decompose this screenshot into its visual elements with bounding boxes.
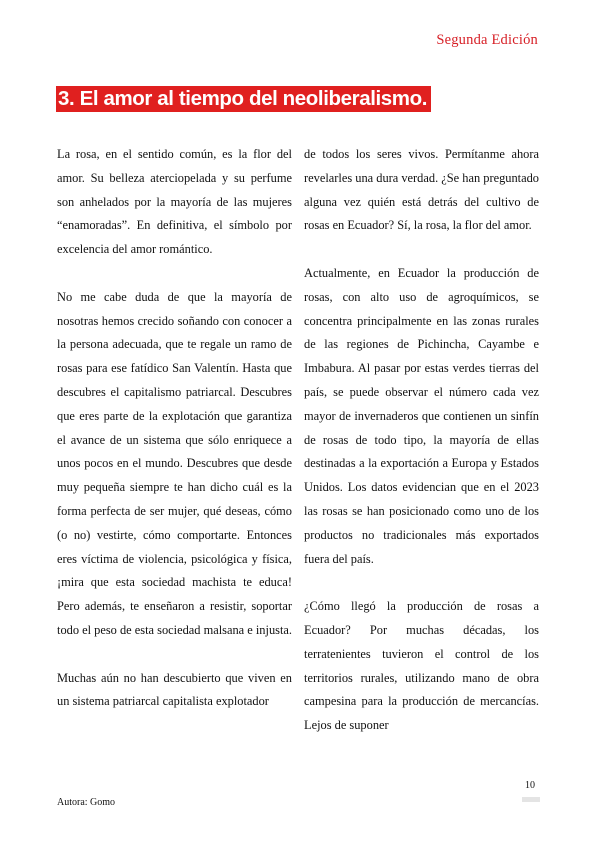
right-column [304, 143, 539, 738]
paragraph: ¿Cómo llegó la producción de rosas a Ecuador? Por muchas décadas, los terratenientes tuvieron el control de los territorios rurales, utilizando mano de obra campesina para la producción de mercancías. Lejos de suponer [304, 599, 539, 733]
left-column [57, 143, 292, 714]
page-number: 10 [525, 780, 535, 791]
paragraph: No me cabe duda de que la mayoría de nosotras hemos crecido soñando con conocer a la persona adecuada, que te regale un ramo de rosas para ese fatídico San Valentín. Hasta que descubres el capitalismo patriarcal. Descubres que eres parte de la explotación que garantiza el avance de un sistema que sólo enriquece a unos pocos en el mundo. Descubres que desde muy pequeña siempre te han dicho cuál es la forma perfecta de ser mujer, qué deseas, cómo (o no) vestirte, cómo comportarte. Entonces eres víctima de violencia, psicológica y física, ¡mira que esta sociedad machista te educa! Pero además, te enseñaron a resistir, soportar todo el peso de esta sociedad malsana e injusta. [57, 289, 293, 637]
section-title: 3. El amor al tiempo del neoliberalismo. [56, 86, 431, 112]
paragraph: de todos los seres vivos. Permítanme ahora revelarles una dura verdad. ¿Se han preguntado alguna vez quién está detrás del cultivo de rosas en Ecuador? Sí, la rosa, la flor del amor. [304, 147, 539, 233]
edition-label: Segunda Edición [436, 32, 538, 48]
page-number-underline [522, 797, 540, 802]
paragraph: Muchas aún no han descubierto que viven en un sistema patriarcal capitalista explotador [57, 670, 292, 709]
author-credit: Autora: Gomo [57, 797, 116, 808]
paragraph: La rosa, en el sentido común, es la flor del amor. Su belleza aterciopelada y su perfume son anhelados por la mayoría de las mujeres “enamoradas”. En definitiva, el símbolo por excelencia del amor romántico. [57, 147, 292, 257]
paragraph: Actualmente, en Ecuador la producción de rosas, con alto uso de agroquímicos, se concentra principalmente en las zonas rurales de las regiones de Pichincha, Cayambe e Imbabura. Al pasar por estas verdes tierras del país, se puede observar el número cada vez mayor de invernaderos que contienen un sinfín de rosas de todo tipo, la mayoría de ellas destinadas a la exportación a Europa y Estados Unidos. Los datos evidencian que en el 2023 las rosas se han posicionado como uno de los productos no tradicionales más exportados fuera del país. [304, 265, 539, 566]
